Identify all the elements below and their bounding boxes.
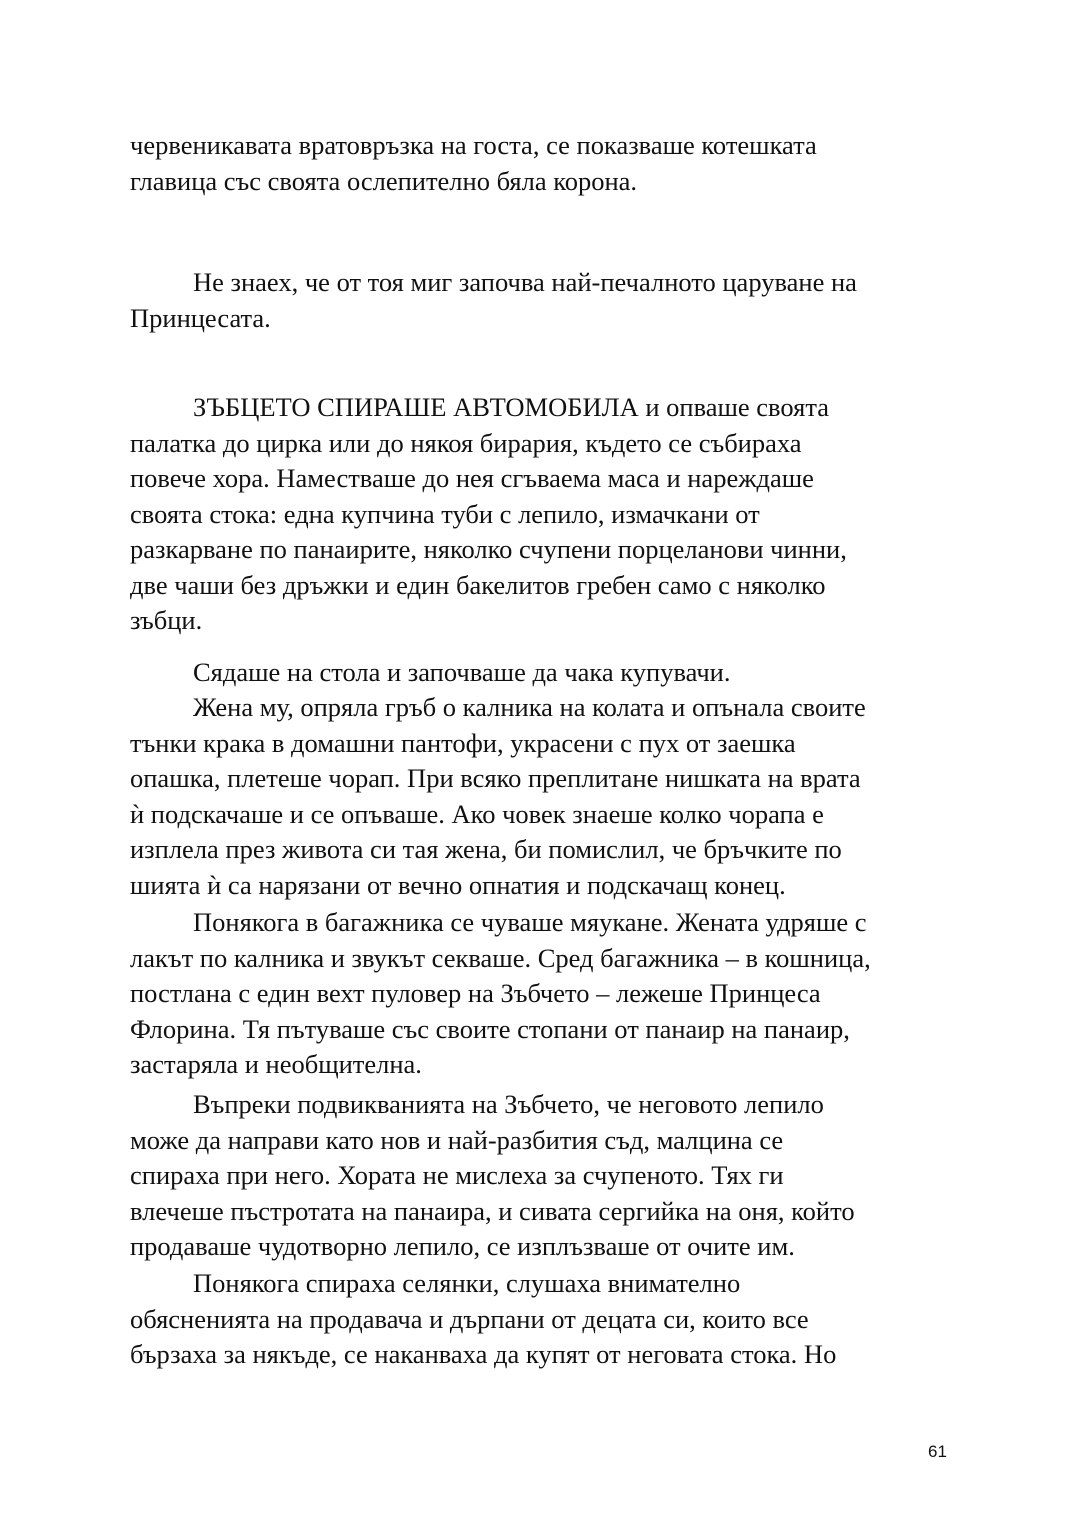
text-line: опашка, плетеше чорап. При всяко преплитане нишката на врата bbox=[130, 763, 861, 793]
text-line: разкарване по панаирите, няколко счупени порцеланови чинни, bbox=[130, 534, 847, 564]
text-line: бързаха за някъде, се наканваха да купят от неговата стока. Но bbox=[130, 1339, 837, 1369]
page-number: 61 bbox=[928, 1442, 947, 1461]
text-line: ЗЪБЦЕТО СПИРАШЕ АВТОМОБИЛА и опваше своята bbox=[193, 392, 829, 422]
text-line: своята стока: една купчина туби с лепило, измачкани от bbox=[130, 498, 760, 529]
paragraph-2 bbox=[130, 265, 960, 336]
text-line: Жена му, опряла гръб о калника на колата и опънала своите bbox=[193, 692, 866, 722]
text-line: Флорина. Тя пътуваше със своите стопани от панаир на панаир, bbox=[130, 1013, 850, 1044]
text-line: влечеше пъстротата на панаира, и сивата сергийка на оня, който bbox=[130, 1195, 855, 1226]
text-line: ѝ подскачаше и се опъваше. Ако човек знаеше колко чорапа е bbox=[130, 798, 824, 829]
text-line: Въпреки подвикванията на Зъбчето, че неговото лепило bbox=[193, 1089, 824, 1119]
paragraph-1 bbox=[130, 128, 960, 199]
text-line: червеникавата вратовръзка на госта, се показваше котешката bbox=[130, 130, 817, 160]
paragraph-5 bbox=[130, 690, 960, 903]
paragraph-7 bbox=[130, 1087, 960, 1265]
text-line: Понякога спираха селянки, слушаха внимателно bbox=[193, 1268, 741, 1298]
text-line: Сядаше на стола и започваше да чака купувачи. bbox=[193, 657, 731, 687]
text-line: зъбци. bbox=[130, 605, 203, 635]
text-line: постлана с един вехт пуловер на Зъбчето – лежеше Принцеса bbox=[130, 978, 821, 1008]
paragraph-4 bbox=[130, 655, 960, 691]
text-line: лакът по калника и звукът секваше. Сред багажника – в кошница, bbox=[130, 942, 871, 973]
text-line: Не знаех, че от тоя миг започва най-печалното царуване на bbox=[193, 267, 857, 297]
text-line: може да направи като нов и най-разбития съд, малцина се bbox=[130, 1124, 784, 1155]
text-line: шията ѝ са нарязани от вечно опнатия и подскачащ конец. bbox=[130, 869, 786, 900]
paragraph-8 bbox=[130, 1266, 960, 1373]
text-line: Принцесата. bbox=[130, 302, 271, 333]
text-line: тънки крака в домашни пантофи, украсени с пух от заешка bbox=[130, 727, 796, 758]
text-line: спираха при него. Хората не мислеха за счупеното. Тях ги bbox=[130, 1160, 784, 1190]
text-line: продаваше чудотворно лепило, се изплъзваше от очите им. bbox=[130, 1231, 795, 1261]
text-line: Понякога в багажника се чуваше мяукане. Жената удряше с bbox=[193, 907, 867, 937]
paragraph-6 bbox=[130, 905, 960, 1083]
text-line: две чаши без дръжки и един бакелитов гребен само с няколко bbox=[130, 569, 826, 600]
paragraph-3 bbox=[130, 390, 960, 639]
text-line: главица със своята ослепително бяла корона. bbox=[130, 165, 638, 196]
text-line: изплела през живота си тая жена, би помислил, че бръчките по bbox=[130, 834, 842, 864]
text-line: палатка до цирка или до някоя бирария, където се събираха bbox=[130, 427, 802, 458]
text-line: застаряла и необщителна. bbox=[130, 1049, 422, 1079]
text-line: повече хора. Наместваше до нея сгъваема маса и нареждаше bbox=[130, 463, 814, 493]
text-line: обясненията на продавача и дърпани от децата си, които все bbox=[130, 1303, 809, 1334]
